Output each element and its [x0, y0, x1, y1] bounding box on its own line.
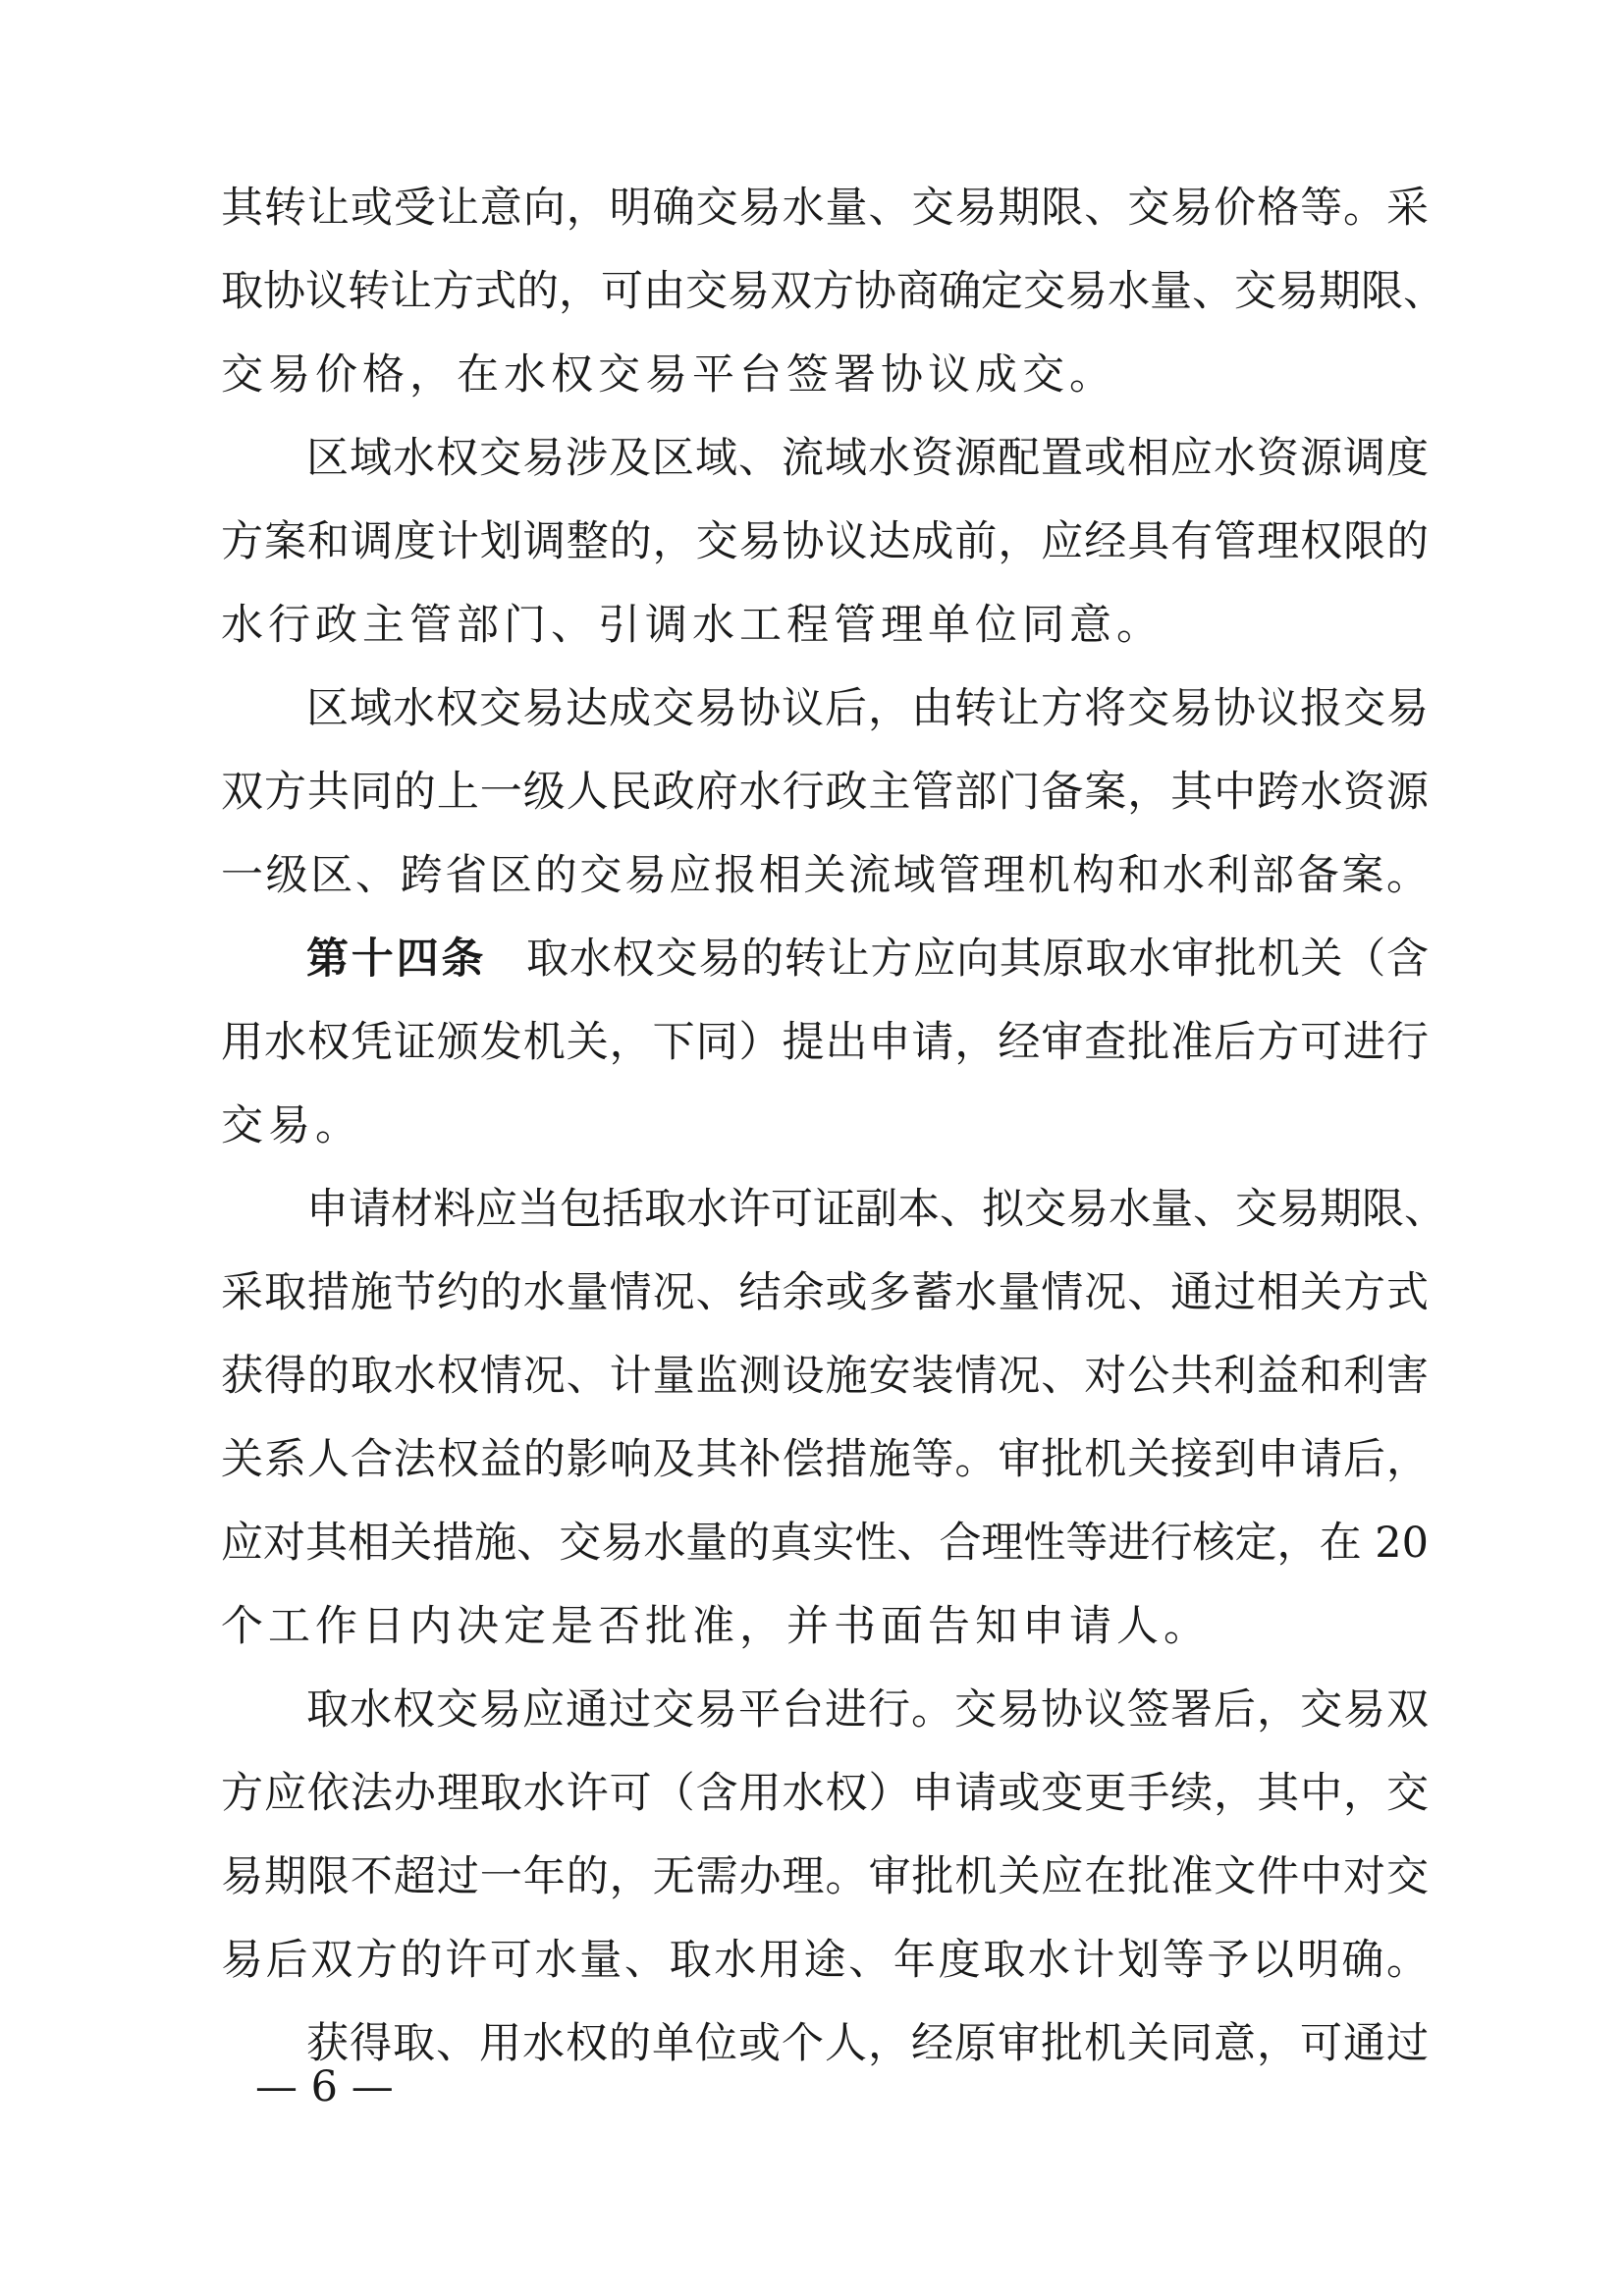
text-line: 水行政主管部门、引调水工程管理单位同意。: [221, 601, 1164, 650]
text-line: 双方共同的上一级人民政府水行政主管部门备案，其中跨水资源: [221, 768, 1429, 817]
text-line: 区域水权交易达成交易协议后，由转让方将交易协议报交易: [306, 684, 1429, 733]
text-line: 方案和调度计划调整的，交易协议达成前，应经具有管理权限的: [221, 517, 1429, 566]
text-line: 一级区、跨省区的交易应报相关流域管理机构和水利部备案。: [221, 851, 1429, 900]
text-line: 获得的取水权情况、计量监测设施安装情况、对公共利益和利害: [221, 1352, 1429, 1401]
article-heading-line: [306, 928, 1429, 990]
text-line: 应对其相关措施、交易水量的真实性、合理性等进行核定，在 20: [221, 1519, 1429, 1568]
text-line: 个工作日内决定是否批准，并书面告知申请人。: [221, 1602, 1211, 1651]
text-line: 易后双方的许可水量、取水用途、年度取水计划等予以明确。: [221, 1936, 1429, 1985]
text-line: 易期限不超过一年的，无需办理。审批机关应在批准文件中对交: [221, 1852, 1429, 1901]
text-line: 方应依法办理取水许可（含用水权）申请或变更手续，其中，交: [221, 1769, 1429, 1818]
text-line: 交易。: [221, 1101, 362, 1150]
text-line: 区域水权交易涉及区域、流域水资源配置或相应水资源调度: [306, 434, 1429, 483]
text-line: 其转让或受让意向，明确交易水量、交易期限、交易价格等。采: [221, 184, 1429, 233]
article-label: 第十四条: [306, 934, 487, 984]
page-number: — 6 —: [255, 2062, 394, 2111]
text-line: 关系人合法权益的影响及其补偿措施等。审批机关接到申请后，: [221, 1435, 1429, 1484]
text-line: 交易价格，在水权交易平台签署协议成交。: [221, 350, 1116, 400]
text-line: 取水权交易应通过交易平台进行。交易协议签署后，交易双: [306, 1685, 1429, 1735]
article-text: 取水权交易的转让方应向其原取水审批机关（含: [525, 934, 1430, 984]
text-line: 采取措施节约的水量情况、结余或多蓄水量情况、通过相关方式: [221, 1268, 1429, 1317]
text-line: 申请材料应当包括取水许可证副本、拟交易水量、交易期限、: [306, 1185, 1446, 1234]
text-line: 获得取、用水权的单位或个人，经原审批机关同意，可通过: [306, 2019, 1429, 2068]
text-line: 取协议转让方式的，可由交易双方协商确定交易水量、交易期限、: [221, 267, 1445, 316]
text-line: 用水权凭证颁发机关，下同）提出申请，经审查批准后方可进行: [221, 1018, 1429, 1067]
